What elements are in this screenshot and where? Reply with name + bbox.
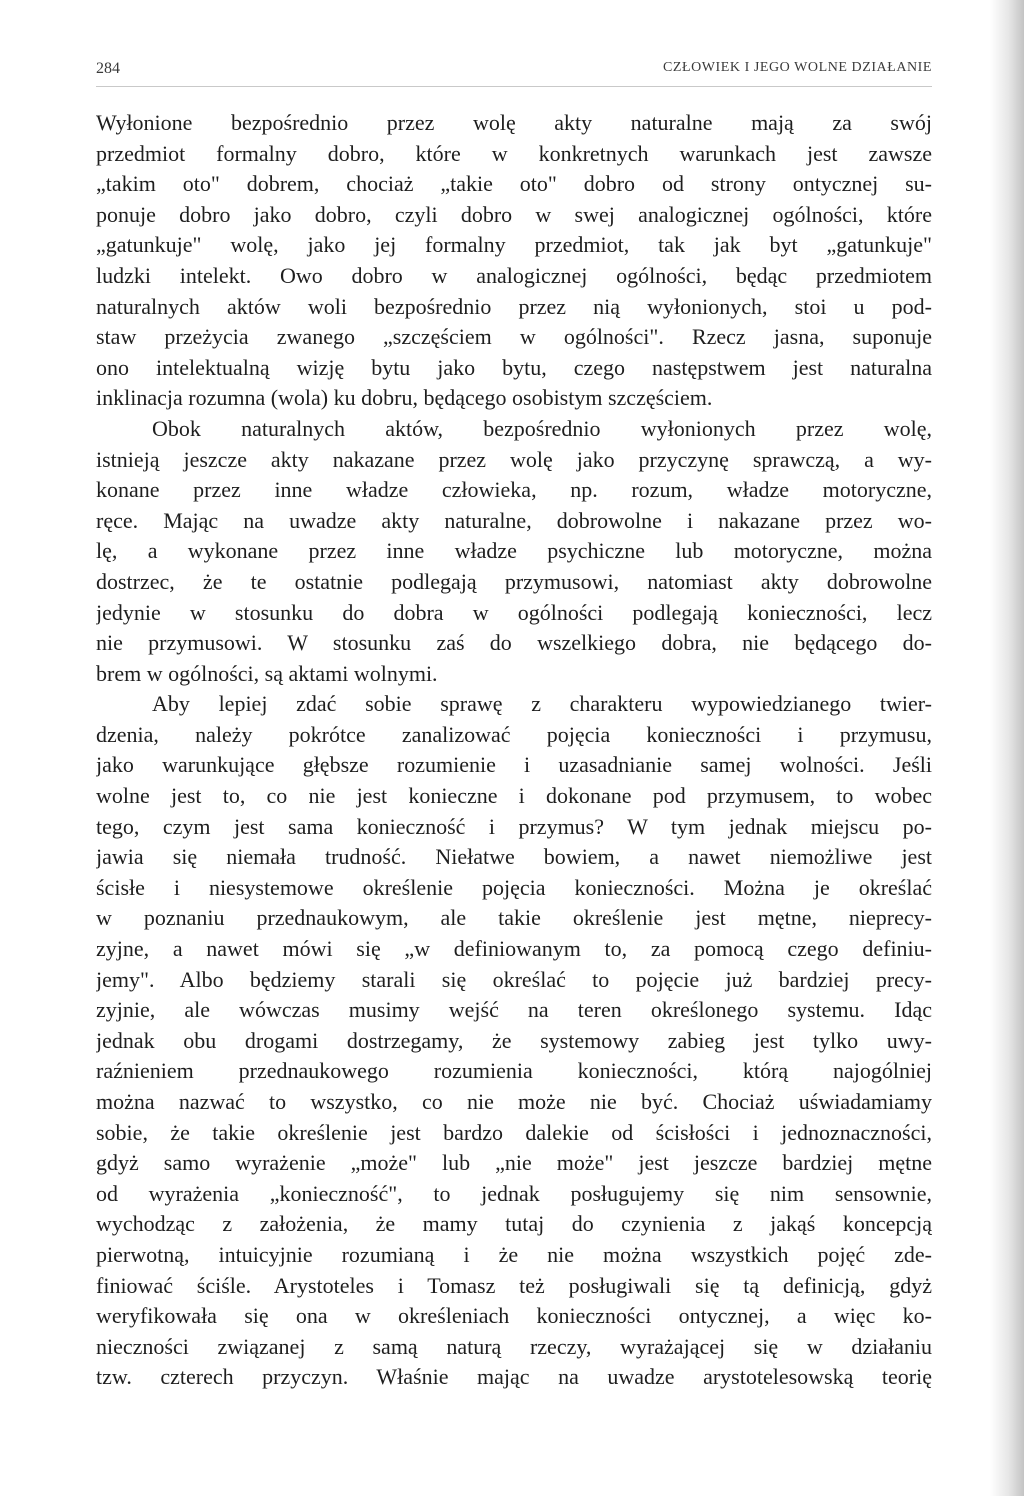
text-line: dzenia, należy pokrótce zanalizować pojęcia konieczności i przymusu, [96,721,932,747]
text-line: przedmiot formalny dobro, które w konkretnych warunkach jest zawsze [96,140,932,166]
text-line: brem w ogólności, są aktami wolnymi. [96,660,438,686]
text-line: naturalnych aktów woli bezpośrednio przez nią wyłonionych, stoi u pod- [96,293,932,319]
text-line: zyjnie, ale wówczas musimy wejść na teren określonego systemu. Idąc [96,997,932,1023]
text-line: ręce. Mając na uwadze akty naturalne, dobrowolne i nakazane przez wo- [96,507,932,533]
text-line: tzw. czterech przyczyn. Właśnie mając na uwadze arystotelesowską teorię [96,1364,932,1390]
text-line: pierwotną, intuicyjnie rozumianą i że nie można wszystkich pojęć zde- [96,1241,932,1267]
page-number: 284 [96,60,120,77]
text-line: lę, a wykonane przez inne władze psychiczne lub motoryczne, można [96,538,932,564]
text-line: sobie, że takie określenie jest bardzo dalekie od ścisłości i jednoznaczności, [96,1119,932,1145]
text-line: nieczności związanej z samą naturą rzeczy, wyrażającej się w działaniu [96,1333,932,1359]
text-line: w poznaniu przednaukowym, ale takie określenie jest mętne, nieprecy- [96,905,932,931]
text-line: ono intelektualną wizję bytu jako bytu, czego następstwem jest naturalna [96,354,932,380]
text-line: „gatunkuje" wolę, jako jej formalny przedmiot, tak jak byt „gatunkuje" [96,232,932,258]
body-text [96,108,932,1393]
text-line: od wyrażenia „konieczność", to jednak posługujemy się nim sensownie, [96,1180,932,1206]
text-line: ścisłe i niesystemowe określenie pojęcia konieczności. Można je określać [96,874,932,900]
text-line: można nazwać to wszystko, co nie może nie być. Chociaż uświadamiamy [96,1089,932,1114]
text-line: dostrzec, że te ostatnie podlegają przymusowi, natomiast akty dobrowolne [96,568,932,594]
text-line: istnieją jeszcze akty nakazane przez wolę jako przyczynę sprawczą, a wy- [96,446,932,472]
text-line: Obok naturalnych aktów, bezpośrednio wyłonionych przez wolę, [152,415,932,441]
text-line: finiować ściśle. Arystoteles i Tomasz też posługiwali się tą definicją, gdyż [96,1272,932,1298]
text-line: zyjne, a nawet mówi się „w definiowanym to, za pomocą czego definiu- [96,936,932,962]
text-line: konane przez inne władze człowieka, np. rozum, władze motoryczne, [96,477,932,503]
text-line: inklinacja rozumna (wola) ku dobru, będącego osobistym szczęściem. [96,385,713,411]
text-line: nie przymusowi. W stosunku zaś do wszelkiego dobra, nie będącego do- [96,630,932,656]
text-line: gdyż samo wyrażenie „może" lub „nie może" jest jeszcze bardziej mętne [96,1150,932,1176]
text-line: staw przeżycia zwanego „szczęściem w ogólności". Rzecz jasna, suponuje [96,324,932,350]
text-line: tego, czym jest sama konieczność i przymus? W tym jednak miejscu po- [96,813,932,839]
text-line: Aby lepiej zdać sobie sprawę z charakteru wypowiedzianego twier- [152,691,932,717]
text-line: raźnieniem przednaukowego rozumienia konieczności, którą najogólniej [96,1058,932,1084]
page-header [96,60,932,87]
text-line: jednak obu drogami dostrzegamy, że systemowy zabieg jest tylko uwy- [96,1027,932,1053]
text-line: jemy". Albo będziemy starali się określać to pojęcie już bardziej precy- [96,966,932,992]
text-line: wolne jest to, co nie jest konieczne i dokonane pod przymusem, to wobec [96,783,932,809]
text-line: ponuje dobro jako dobro, czyli dobro w swej analogicznej ogólności, które [96,201,932,227]
text-line: „takim oto" dobrem, chociaż „takie oto" dobro od strony ontycznej su- [96,171,932,197]
text-line: jako warunkujące głębsze rozumienie i uzasadnianie samej wolności. Jeśli [96,752,932,778]
text-line: ludzki intelekt. Owo dobro w analogicznej ogólności, będąc przedmiotem [96,262,932,288]
running-title: CZŁOWIEK I JEGO WOLNE DZIAŁANIE [662,60,932,75]
text-line: jedynie w stosunku do dobra w ogólności podlegają konieczności, lecz [96,599,932,625]
text-line: weryfikowała się ona w określeniach konieczności ontycznej, a więc ko- [96,1303,932,1329]
text-line: wychodząc z założenia, że mamy tutaj do czynienia z jakąś koncepcją [96,1211,932,1237]
page-edge-shadow [990,0,1024,1496]
text-line: jawia się niemała trudność. Niełatwe bowiem, a nawet niemożliwe jest [96,844,932,870]
text-line: Wyłonione bezpośrednio przez wolę akty naturalne mają za swój [96,110,932,135]
